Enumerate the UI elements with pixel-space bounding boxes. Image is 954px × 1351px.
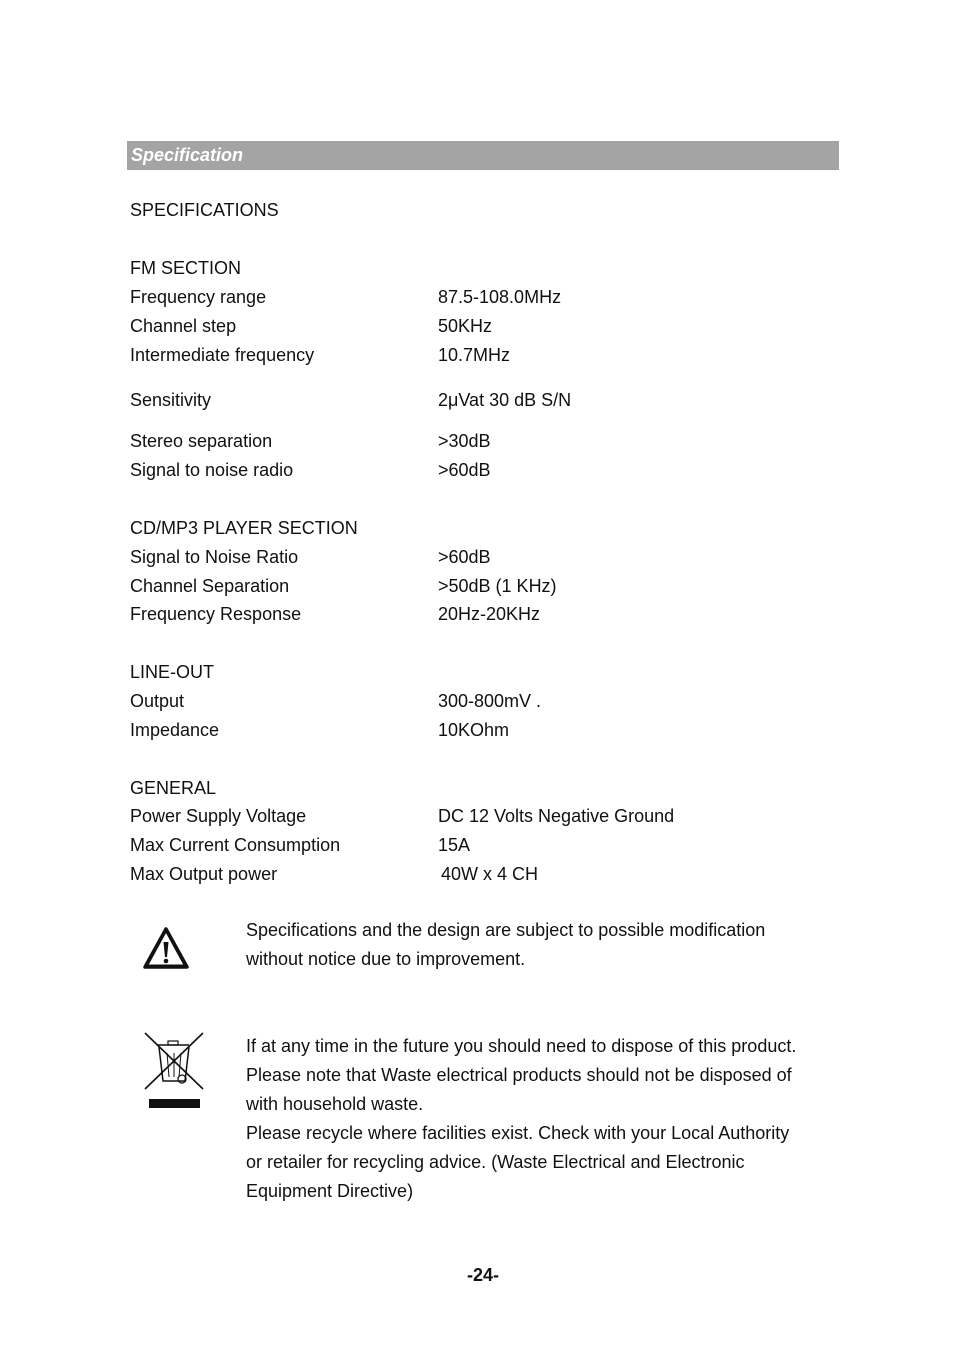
spec-value: >60dB xyxy=(438,460,491,480)
spec-value: 20Hz-20KHz xyxy=(438,604,541,624)
cd-section-title: CD/MP3 PLAYER SECTION xyxy=(130,518,358,538)
spec-label: Signal to Noise Ratio xyxy=(130,547,299,567)
warning-icon xyxy=(142,926,190,970)
spec-value: >30dB xyxy=(438,431,491,451)
spec-value: 50KHz xyxy=(438,316,493,336)
section-header-bar xyxy=(127,141,839,170)
spec-label: Max Current Consumption xyxy=(130,835,341,855)
spec-label: Power Supply Voltage xyxy=(130,806,307,826)
disposal-line: or retailer for recycling advice. (Waste Electrical and Electronic xyxy=(246,1152,745,1172)
disposal-line: If at any time in the future you should need to dispose of this product. xyxy=(246,1036,797,1056)
spec-value: DC 12 Volts Negative Ground xyxy=(438,806,675,826)
spec-value: 15A xyxy=(438,835,471,855)
spec-value: 40W x 4 CH xyxy=(441,864,539,884)
section-header-title: Specification xyxy=(131,145,244,165)
spec-label: Frequency range xyxy=(130,287,267,307)
spec-value: >50dB (1 KHz) xyxy=(438,576,557,596)
fm-section-title: FM SECTION xyxy=(130,258,241,278)
spec-label: Intermediate frequency xyxy=(130,345,315,365)
notice-line: without notice due to improvement. xyxy=(246,949,526,969)
disposal-line: Equipment Directive) xyxy=(246,1181,414,1201)
spec-label: Stereo separation xyxy=(130,431,273,451)
spec-label: Signal to noise radio xyxy=(130,460,294,480)
modification-notice xyxy=(246,916,846,974)
spec-label: Channel step xyxy=(130,316,237,336)
lineout-section-title: LINE-OUT xyxy=(130,662,215,682)
spec-value: 10KOhm xyxy=(438,720,510,740)
disposal-line: with household waste. xyxy=(246,1094,424,1114)
spec-label: Max Output power xyxy=(130,864,278,884)
spec-label: Impedance xyxy=(130,720,220,740)
spec-value: 87.5-108.0MHz xyxy=(438,287,562,307)
page-number: -24- xyxy=(466,1265,499,1285)
weee-bin-icon xyxy=(143,1031,205,1111)
spec-value: >60dB xyxy=(438,547,491,567)
spec-value: 2μVat 30 dB S/N xyxy=(438,390,572,410)
page-heading: SPECIFICATIONS xyxy=(130,200,279,220)
spec-label: Sensitivity xyxy=(130,390,212,410)
spec-value: 10.7MHz xyxy=(438,345,511,365)
notice-line: Specifications and the design are subject to possible modification xyxy=(246,920,766,940)
disposal-line: Please recycle where facilities exist. Check with your Local Authority xyxy=(246,1123,790,1143)
disposal-line: Please note that Waste electrical products should not be disposed of xyxy=(246,1065,792,1085)
general-section-title: GENERAL xyxy=(130,778,217,798)
spec-label: Output xyxy=(130,691,185,711)
spec-label: Frequency Response xyxy=(130,604,302,624)
disposal-notice xyxy=(246,1032,846,1206)
spec-value: 300-800mV . xyxy=(438,691,542,711)
spec-label: Channel Separation xyxy=(130,576,290,596)
